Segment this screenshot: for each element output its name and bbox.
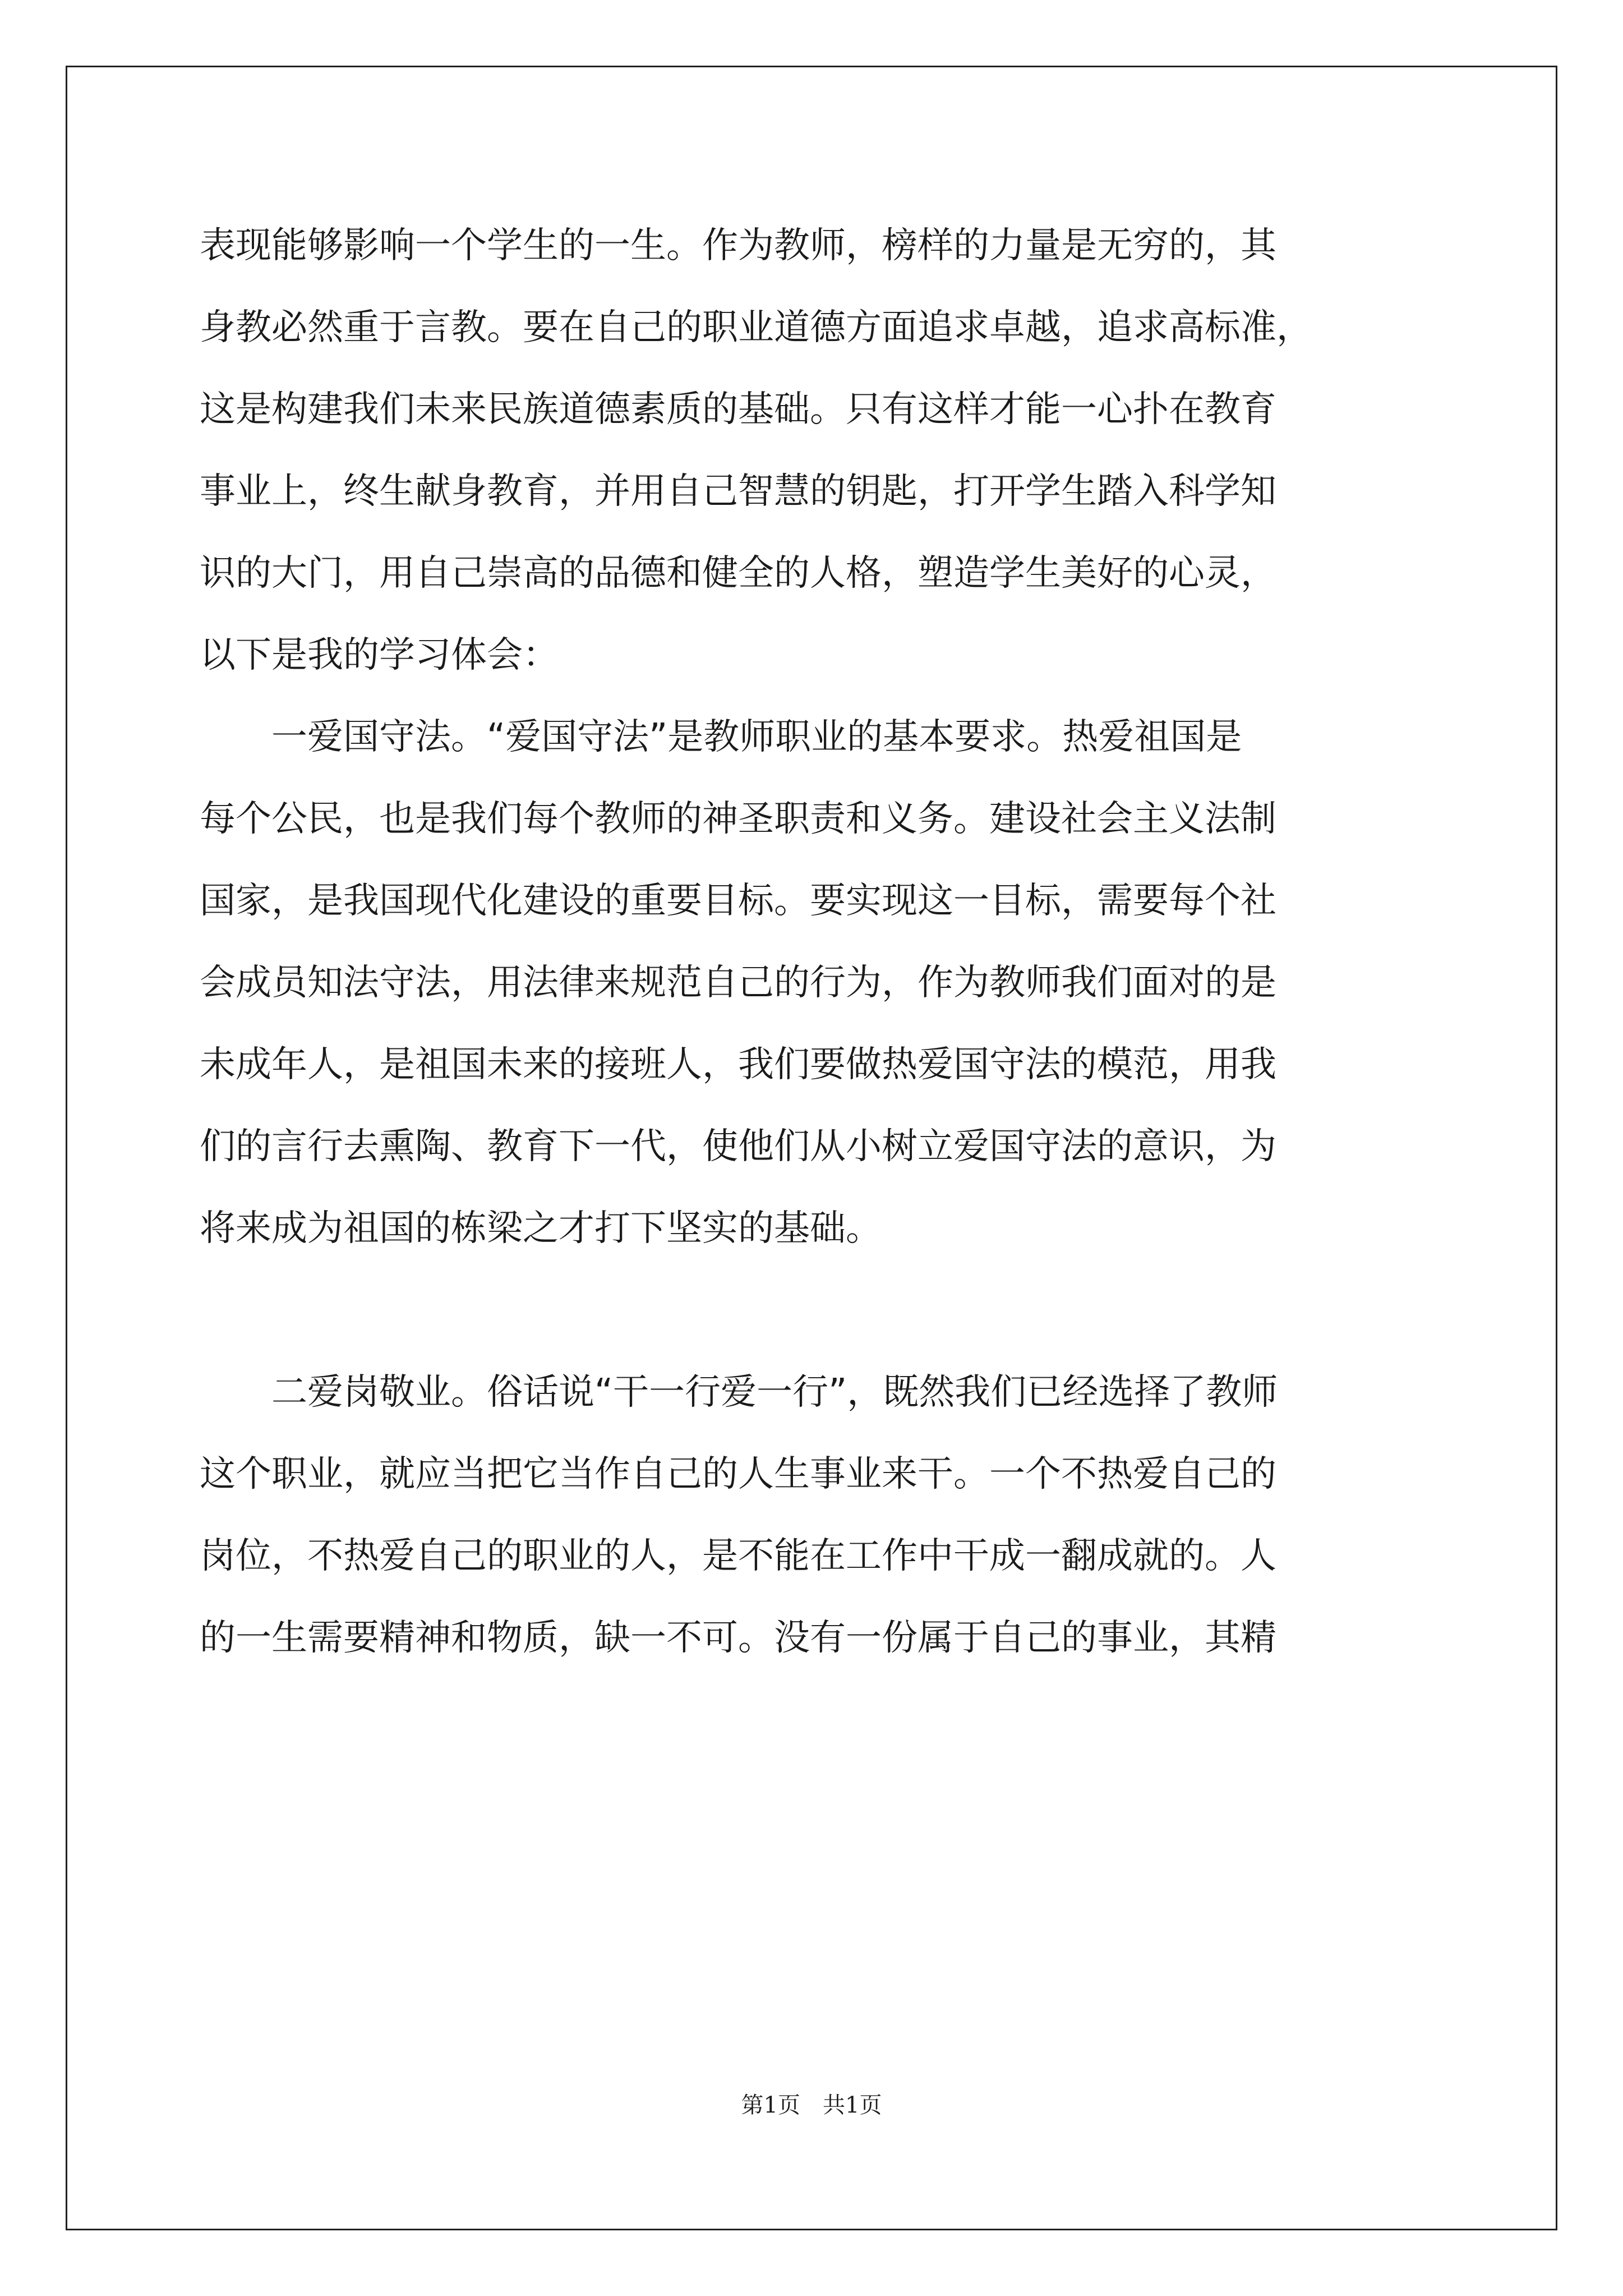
page-total: 共1页	[823, 2092, 882, 2118]
text-line: 的一生需要精神和物质，缺一不可。没有一份属于自己的事业，其精	[200, 1617, 1276, 1659]
text-line: 以下是我的学习体会：	[200, 634, 559, 676]
text-line: 一爱国守法。“爱国守法”是教师职业的基本要求。热爱祖国是	[271, 716, 1242, 758]
paragraph-1	[200, 205, 1428, 696]
text-line: 会成员知法守法，用法律来规范自己的行为，作为教师我们面对的是	[200, 962, 1276, 1004]
text-line: 事业上，终生献身教育，并用自己智慧的钥匙，打开学生踏入科学知	[200, 471, 1276, 512]
document-body	[200, 205, 1428, 1679]
text-line: 每个公民，也是我们每个教师的神圣职责和义务。建设社会主义法制	[200, 798, 1276, 840]
text-line: 们的言行去熏陶、教育下一代，使他们从小树立爱国守法的意识，为	[200, 1126, 1276, 1167]
paragraph-2	[200, 696, 1428, 1269]
paragraph-gap	[200, 1269, 1428, 1351]
text-line: 二爱岗敬业。俗话说“干一行爱一行”，既然我们已经选择了教师	[271, 1372, 1278, 1413]
text-line: 国家，是我国现代化建设的重要目标。要实现这一目标，需要每个社	[200, 880, 1276, 922]
text-line: 这个职业，就应当把它当作自己的人生事业来干。一个不热爱自己的	[200, 1453, 1276, 1495]
paragraph-3	[200, 1351, 1428, 1679]
text-line: 未成年人，是祖国未来的接班人，我们要做热爱国守法的模范，用我	[200, 1044, 1276, 1085]
text-line: 岗位，不热爱自己的职业的人，是不能在工作中干成一翻成就的。人	[200, 1535, 1276, 1577]
text-line: 身教必然重于言教。要在自己的职业道德方面追求卓越，追求高标准，	[200, 307, 1312, 348]
text-line: 表现能够影响一个学生的一生。作为教师，榜样的力量是无穷的，其	[200, 225, 1276, 266]
page-footer	[0, 2090, 1623, 2121]
text-line: 这是构建我们未来民族道德素质的基础。只有这样才能一心扑在教育	[200, 389, 1276, 430]
text-line: 将来成为祖国的栋梁之才打下坚实的基础。	[200, 1208, 882, 1249]
text-line: 识的大门，用自己崇高的品德和健全的人格，塑造学生美好的心灵，	[200, 553, 1276, 594]
page-number: 第1页	[741, 2092, 800, 2118]
